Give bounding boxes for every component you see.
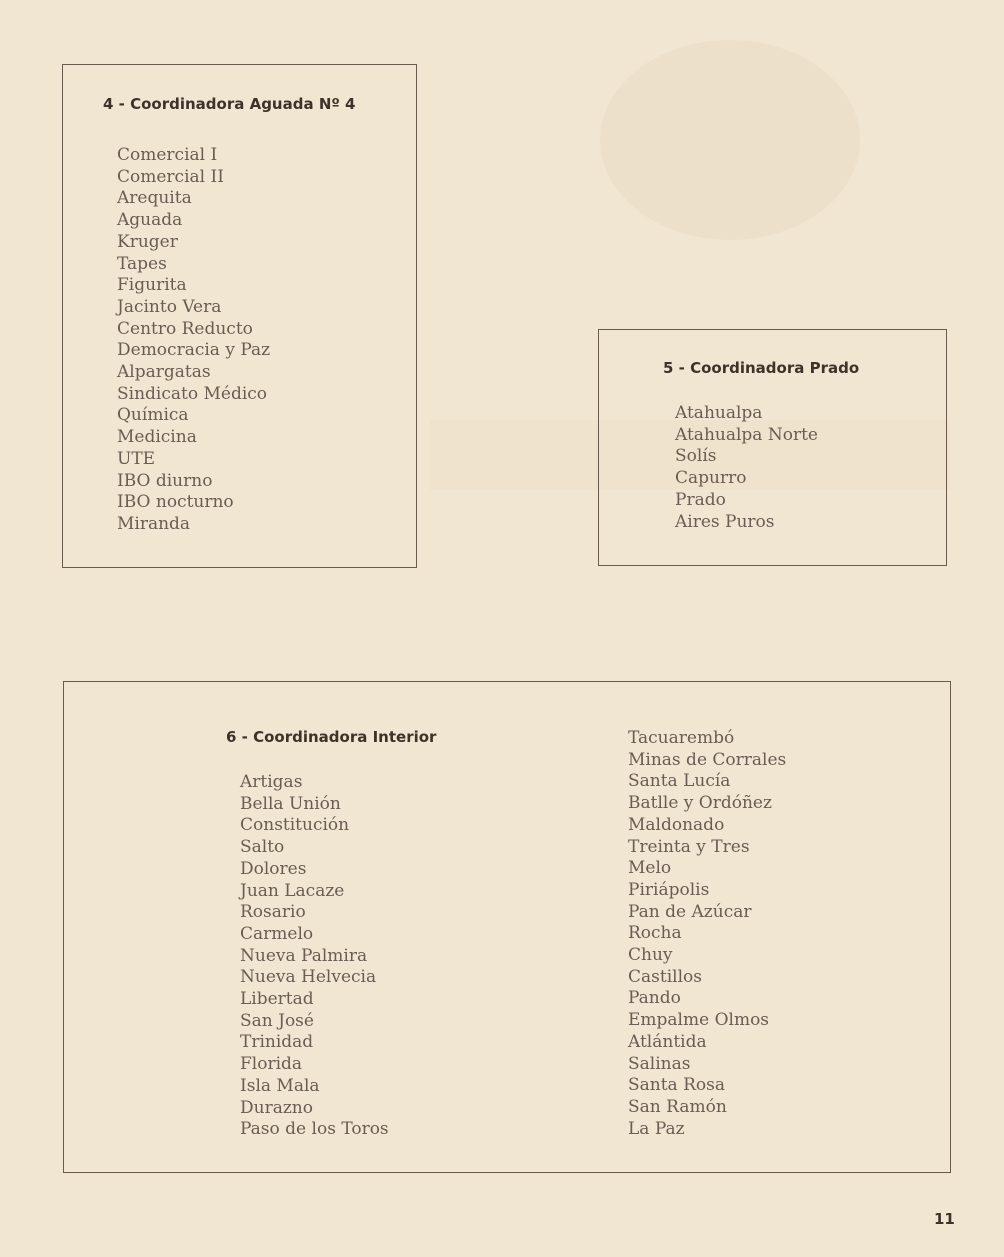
list-item: Paso de los Toros <box>240 1119 389 1140</box>
list-item: Salinas <box>628 1053 691 1074</box>
list-item: Prado <box>675 489 726 510</box>
list-item: Capurro <box>675 468 747 489</box>
list-item: Minas de Corrales <box>628 749 787 770</box>
list-item: Pan de Azúcar <box>628 901 752 922</box>
list-item: Jacinto Vera <box>117 296 222 317</box>
list-item: Pando <box>628 988 681 1009</box>
list-item: San José <box>240 1010 314 1031</box>
list-item: Florida <box>240 1054 303 1075</box>
list-item: Melo <box>628 858 672 879</box>
list-item: Santa Rosa <box>628 1075 725 1096</box>
list-item: La Paz <box>628 1118 685 1139</box>
coordinadora-interior-list-right <box>628 728 786 1140</box>
coordinadora-prado-list <box>675 403 818 533</box>
list-item: Atlántida <box>628 1031 707 1052</box>
list-item: Rosario <box>240 902 306 923</box>
coordinadora-prado-box <box>598 329 947 566</box>
list-item: Tacuarembó <box>628 728 735 748</box>
list-item: IBO diurno <box>117 470 213 491</box>
coordinadora-interior-box <box>63 681 951 1173</box>
list-item: San Ramón <box>628 1096 727 1117</box>
list-item: Batlle y Ordóñez <box>628 793 772 814</box>
list-item: Empalme Olmos <box>628 1010 770 1031</box>
list-item: Bella Unión <box>240 793 341 814</box>
list-item: Química <box>117 405 189 426</box>
list-item: Democracia y Paz <box>117 340 271 361</box>
list-item: Trinidad <box>240 1032 314 1053</box>
list-item: Aguada <box>117 210 183 231</box>
list-item: Solís <box>675 446 717 467</box>
list-item: Nueva Palmira <box>240 945 368 966</box>
list-item: Tapes <box>117 253 167 274</box>
list-item: Medicina <box>117 427 197 448</box>
list-item: Alpargatas <box>117 362 211 383</box>
list-item: Libertad <box>240 989 314 1010</box>
list-item: Santa Lucía <box>628 771 731 792</box>
bleed-through-mark <box>600 40 860 240</box>
list-item: Isla Mala <box>240 1075 320 1096</box>
list-item: Treinta y Tres <box>628 836 750 857</box>
coordinadora-prado-title: 5 - Coordinadora Prado <box>663 359 860 377</box>
list-item: Atahualpa <box>675 403 763 423</box>
list-item: Centro Reducto <box>117 318 253 339</box>
list-item: Dolores <box>240 858 307 879</box>
list-item: Maldonado <box>628 814 725 835</box>
list-item: Kruger <box>117 231 178 252</box>
coordinadora-aguada-box <box>62 64 417 568</box>
list-item: Figurita <box>117 275 187 296</box>
list-item: Chuy <box>628 945 673 966</box>
list-item: Miranda <box>117 513 191 534</box>
list-item: IBO nocturno <box>117 492 234 513</box>
coordinadora-interior-title: 6 - Coordinadora Interior <box>226 728 437 746</box>
list-item: Atahualpa Norte <box>675 424 818 445</box>
list-item: Castillos <box>628 966 702 987</box>
list-item: Salto <box>240 837 285 858</box>
coordinadora-interior-list-left <box>240 772 389 1141</box>
list-item: Nueva Helvecia <box>240 967 377 988</box>
list-item: Piriápolis <box>628 879 710 900</box>
coordinadora-aguada-title: 4 - Coordinadora Aguada Nº 4 <box>103 95 356 113</box>
list-item: Sindicato Médico <box>117 383 268 404</box>
list-item: Juan Lacaze <box>240 880 345 901</box>
list-item: Aires Puros <box>675 511 775 532</box>
coordinadora-aguada-list <box>117 145 270 536</box>
list-item: UTE <box>117 448 156 469</box>
list-item: Rocha <box>628 923 682 944</box>
list-item: Arequita <box>117 188 192 209</box>
list-item: Carmelo <box>240 923 314 944</box>
list-item: Constitución <box>240 815 350 836</box>
list-item: Artigas <box>240 772 303 792</box>
list-item: Comercial I <box>117 145 218 165</box>
list-item: Comercial II <box>117 166 224 187</box>
list-item: Durazno <box>240 1097 313 1118</box>
page-number: 11 <box>934 1210 955 1228</box>
